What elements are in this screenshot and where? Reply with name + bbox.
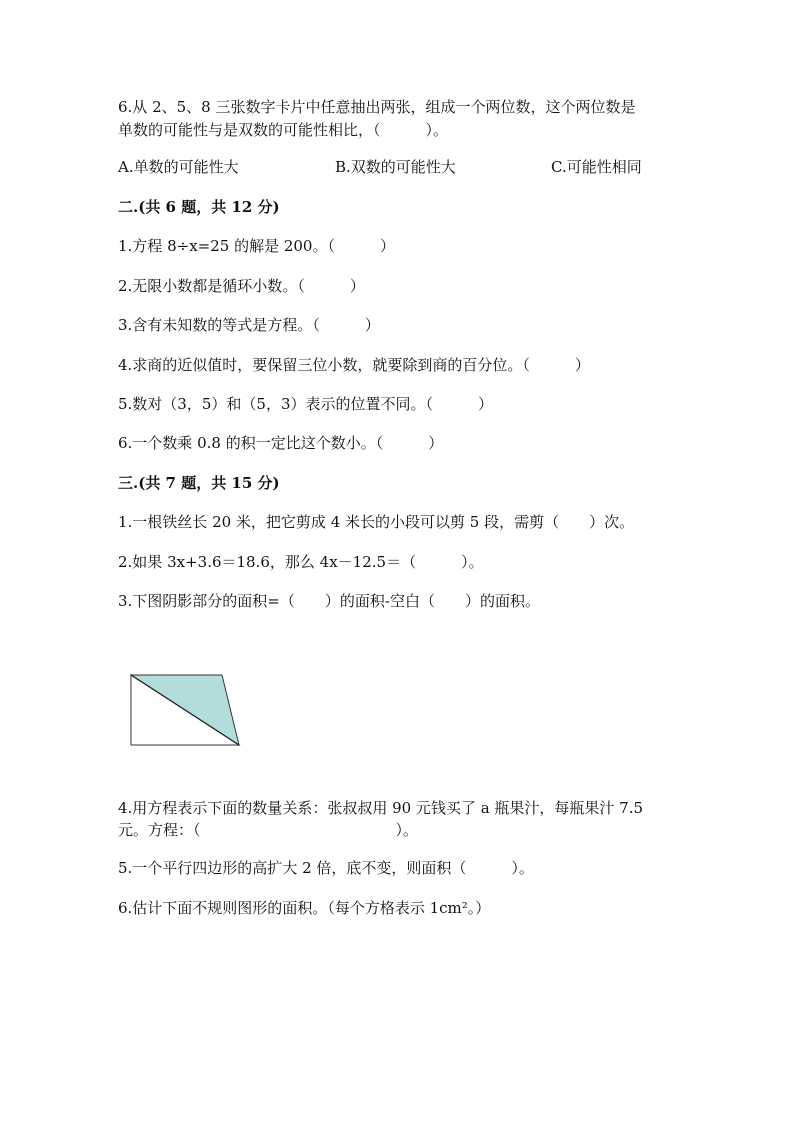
- section-3-item-2: 2.如果 3x+3.6＝18.6，那么 4x－12.5＝（ ）。: [118, 553, 484, 571]
- section-3-item-6: 6.估计下面不规则图形的面积。（每个方格表示 1cm²。）: [118, 899, 491, 917]
- section-3-item-5: 5.一个平行四边形的高扩大 2 倍，底不变，则面积（ ）。: [118, 859, 534, 877]
- q6-option-a: A.单数的可能性大: [118, 158, 239, 176]
- section-3-item-3: 3.下图阴影部分的面积=（ ）的面积-空白（ ）的面积。: [118, 592, 540, 610]
- section-2-item-1: 1.方程 8÷x=25 的解是 200。（ ）: [118, 237, 395, 255]
- section-2-item-3: 3.含有未知数的等式是方程。（ ）: [118, 316, 380, 334]
- q6-line-1: 6.从 2、5、8 三张数字卡片中任意抽出两张，组成一个两位数，这个两位数是: [118, 98, 636, 116]
- section-2-item-5: 5.数对（3，5）和（5，3）表示的位置不同。（ ）: [118, 395, 493, 413]
- section-2-item-2: 2.无限小数都是循环小数。（ ）: [118, 277, 365, 295]
- q6-option-b: B.双数的可能性大: [335, 158, 456, 176]
- q6-line-2: 单数的可能性与是双数的可能性相比，（ ）。: [118, 121, 449, 139]
- section-2-item-6: 6.一个数乘 0.8 的积一定比这个数小。（ ）: [118, 434, 444, 452]
- section-3-item-1: 1.一根铁丝长 20 米，把它剪成 4 米长的小段可以剪 5 段，需剪（ ）次。: [118, 513, 635, 531]
- section-2-item-4: 4.求商的近似值时，要保留三位小数，就要除到商的百分位。（ ）: [118, 356, 590, 374]
- section-3-heading: 三.(共 7 题，共 15 分): [118, 474, 280, 492]
- shaded-figure: [125, 668, 250, 753]
- section-3-item-4-line-1: 4.用方程表示下面的数量关系：张叔叔用 90 元钱买了 a 瓶果汁，每瓶果汁 7.5: [118, 799, 644, 817]
- section-2-heading: 二.(共 6 题，共 12 分): [118, 198, 280, 216]
- section-3-item-4-line-2: 元。方程：（ ）。: [118, 821, 419, 839]
- q6-option-c: C.可能性相同: [551, 158, 642, 176]
